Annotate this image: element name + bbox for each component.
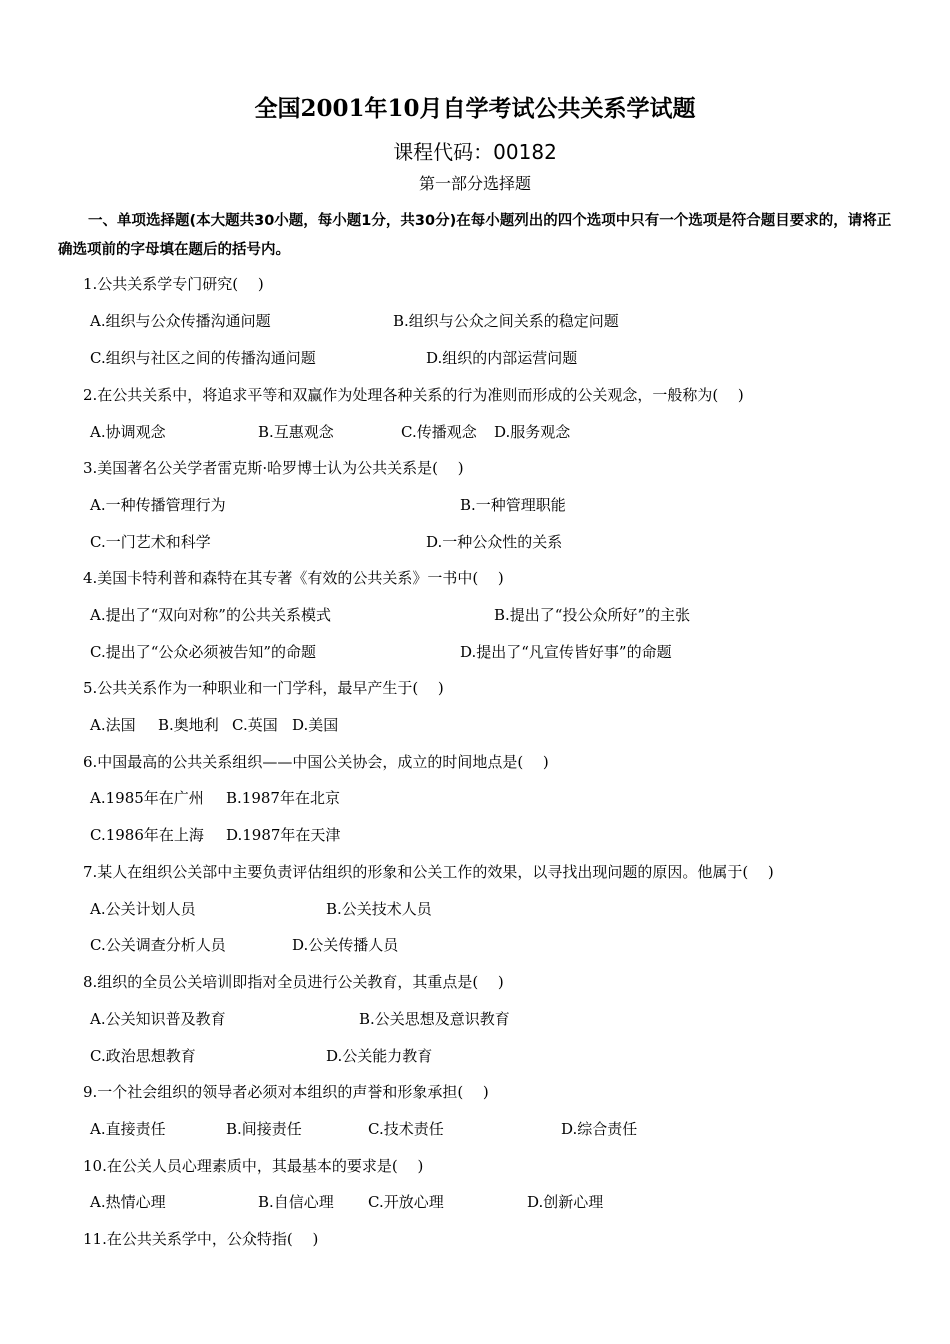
option-c: C.传播观念 bbox=[401, 423, 477, 441]
option-d: D.服务观念 bbox=[494, 423, 571, 441]
option-d: D.综合责任 bbox=[561, 1120, 638, 1138]
option-c: C.1986年在上海 bbox=[90, 826, 204, 844]
course-code: 课程代码：00182 bbox=[393, 140, 557, 164]
option-c: C.公关调查分析人员 bbox=[90, 936, 226, 954]
option-b: B.提出了“投公众所好”的主张 bbox=[494, 606, 691, 624]
question-stem: 8.组织的全员公关培训即指对全员进行公关教育，其重点是( ) bbox=[83, 973, 504, 991]
option-b: B.组织与公众之间关系的稳定问题 bbox=[393, 312, 619, 330]
option-d: D.1987年在天津 bbox=[226, 826, 341, 844]
option-b: B.互惠观念 bbox=[258, 423, 334, 441]
option-a: A.组织与公众传播沟通问题 bbox=[90, 312, 271, 330]
option-b: B.自信心理 bbox=[258, 1193, 334, 1211]
question-stem: 11.在公共关系学中，公众特指( ) bbox=[83, 1230, 319, 1248]
option-c: C.一门艺术和科学 bbox=[90, 533, 211, 551]
question-stem: 10.在公关人员心理素质中，其最基本的要求是( ) bbox=[83, 1157, 424, 1175]
option-d: D.一种公众性的关系 bbox=[426, 533, 563, 551]
question-stem: 1.公共关系学专门研究( ) bbox=[83, 275, 264, 293]
option-a: A.公关计划人员 bbox=[90, 900, 196, 918]
option-a: A.提出了“双向对称”的公共关系模式 bbox=[90, 606, 331, 624]
question-stem: 6.中国最高的公共关系组织——中国公关协会，成立的时间地点是( ) bbox=[83, 753, 549, 771]
exam-title: 全国2001年10月自学考试公共关系学试题 bbox=[254, 95, 696, 122]
question-stem: 2.在公共关系中，将追求平等和双赢作为处理各种关系的行为准则而形成的公关观念，一般称为( ) bbox=[83, 386, 744, 404]
option-c: C.组织与社区之间的传播沟通问题 bbox=[90, 349, 316, 367]
option-b: B.间接责任 bbox=[226, 1120, 302, 1138]
part-heading: 第一部分选择题 bbox=[418, 176, 531, 193]
question-stem: 3.美国著名公关学者雷克斯·哈罗博士认为公共关系是( ) bbox=[83, 459, 464, 477]
option-b: B.公关思想及意识教育 bbox=[359, 1010, 510, 1028]
option-a: A.1985年在广州 bbox=[90, 789, 204, 807]
option-a: A.公关知识普及教育 bbox=[90, 1010, 226, 1028]
option-d: D.组织的内部运营问题 bbox=[426, 349, 578, 367]
question-stem: 9.一个社会组织的领导者必须对本组织的声誉和形象承担( ) bbox=[83, 1083, 489, 1101]
option-a: A.协调观念 bbox=[90, 423, 166, 441]
option-a: A.热情心理 bbox=[90, 1193, 166, 1211]
option-c: C.提出了“公众必须被告知”的命题 bbox=[90, 643, 317, 661]
option-b: B.奥地利 bbox=[158, 716, 219, 734]
option-a: A.直接责任 bbox=[90, 1120, 166, 1138]
option-d: D.创新心理 bbox=[527, 1193, 604, 1211]
option-c: C.英国 bbox=[232, 716, 278, 734]
option-d: D.公关能力教育 bbox=[326, 1047, 433, 1065]
question-stem: 7.某人在组织公关部中主要负责评估组织的形象和公关工作的效果，以寻找出现问题的原因。他属于( ) bbox=[83, 863, 774, 881]
option-b: B.一种管理职能 bbox=[460, 496, 566, 514]
option-a: A.一种传播管理行为 bbox=[90, 496, 226, 514]
option-d: D.公关传播人员 bbox=[292, 936, 399, 954]
option-d: D.提出了“凡宣传皆好事”的命题 bbox=[460, 643, 672, 661]
option-c: C.开放心理 bbox=[368, 1193, 444, 1211]
option-a: A.法国 bbox=[90, 716, 136, 734]
option-b: B.公关技术人员 bbox=[326, 900, 432, 918]
option-d: D.美国 bbox=[292, 716, 339, 734]
section-instructions: 一、单项选择题(本大题共30小题，每小题1分，共30分)在每小题列出的四个选项中只有一个选项是符合题目要求的，请将正确选项前的字母填在题后的括号内。 bbox=[58, 213, 892, 258]
question-stem: 4.美国卡特利普和森特在其专著《有效的公共关系》一书中( ) bbox=[83, 569, 504, 587]
option-c: C.政治思想教育 bbox=[90, 1047, 196, 1065]
question-stem: 5.公共关系作为一种职业和一门学科，最早产生于( ) bbox=[83, 679, 444, 697]
option-c: C.技术责任 bbox=[368, 1120, 444, 1138]
option-b: B.1987年在北京 bbox=[226, 789, 340, 807]
